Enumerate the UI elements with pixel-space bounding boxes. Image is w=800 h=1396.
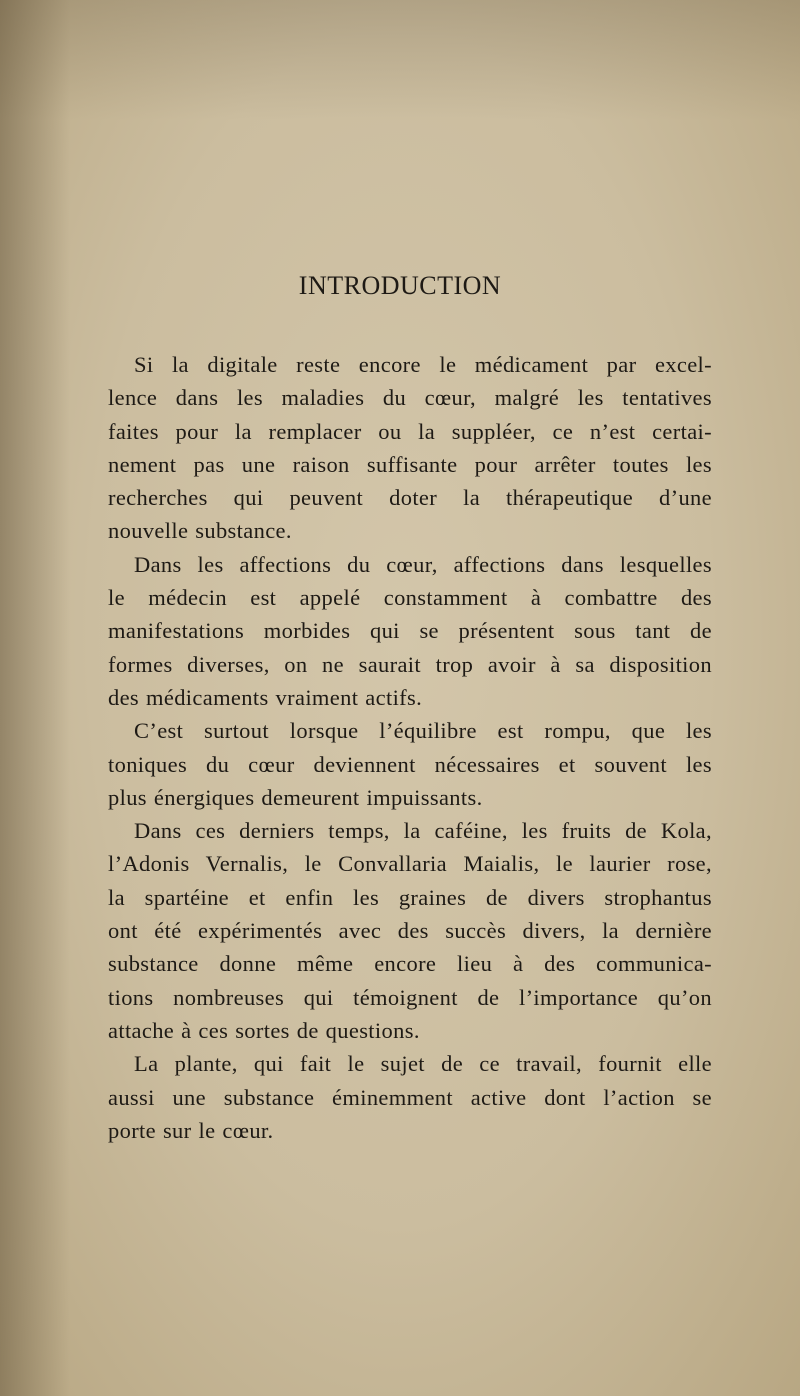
body-text xyxy=(108,348,712,1147)
text-line: attache à ces sortes de questions. xyxy=(108,1017,420,1043)
text-line: La plante, qui fait le sujet de ce travail, fournit elle xyxy=(134,1051,712,1077)
page-shadow-left xyxy=(0,0,70,1396)
text-line: Dans ces derniers temps, la caféine, les fruits de Kola, xyxy=(134,818,712,844)
text-line: formes diverses, on ne saurait trop avoir à sa disposition xyxy=(108,651,712,677)
text-line: Dans les affections du cœur, affections dans lesquelles xyxy=(134,551,712,577)
page-shadow-top xyxy=(0,0,800,120)
text-line: tions nombreuses qui témoignent de l’importance qu’on xyxy=(108,984,712,1010)
text-line: C’est surtout lorsque l’équilibre est rompu, que les xyxy=(134,718,712,744)
text-line: le médecin est appelé constamment à combattre des xyxy=(108,585,712,611)
text-line: manifestations morbides qui se présentent sous tant de xyxy=(108,618,712,644)
text-line: Si la digitale reste encore le médicament par excel- xyxy=(134,352,712,377)
text-line: toniques du cœur deviennent nécessaires et souvent les xyxy=(108,751,712,777)
page-title: INTRODUCTION xyxy=(298,271,502,301)
text-line: nement pas une raison suffisante pour arrêter toutes les xyxy=(108,451,712,477)
text-line: recherches qui peuvent doter la thérapeutique d’une xyxy=(108,485,712,511)
text-line: faites pour la remplacer ou la suppléer, ce n’est certai- xyxy=(108,418,712,444)
text-line: aussi une substance éminemment active dont l’action se xyxy=(108,1084,712,1110)
text-line: lence dans les maladies du cœur, malgré les tentatives xyxy=(108,385,712,411)
text-line: des médicaments vraiment actifs. xyxy=(108,684,423,710)
text-line: plus énergiques demeurent impuissants. xyxy=(108,784,483,810)
text-line: porte sur le cœur. xyxy=(108,1117,274,1143)
text-line: l’Adonis Vernalis, le Convallaria Maialis, le laurier rose, xyxy=(108,851,712,877)
text-line: nouvelle substance. xyxy=(108,518,292,544)
text-line: substance donne même encore lieu à des communica- xyxy=(108,951,712,977)
text-line: ont été expérimentés avec des succès divers, la dernière xyxy=(108,918,712,944)
text-line: la spartéine et enfin les graines de divers strophantus xyxy=(108,884,712,910)
